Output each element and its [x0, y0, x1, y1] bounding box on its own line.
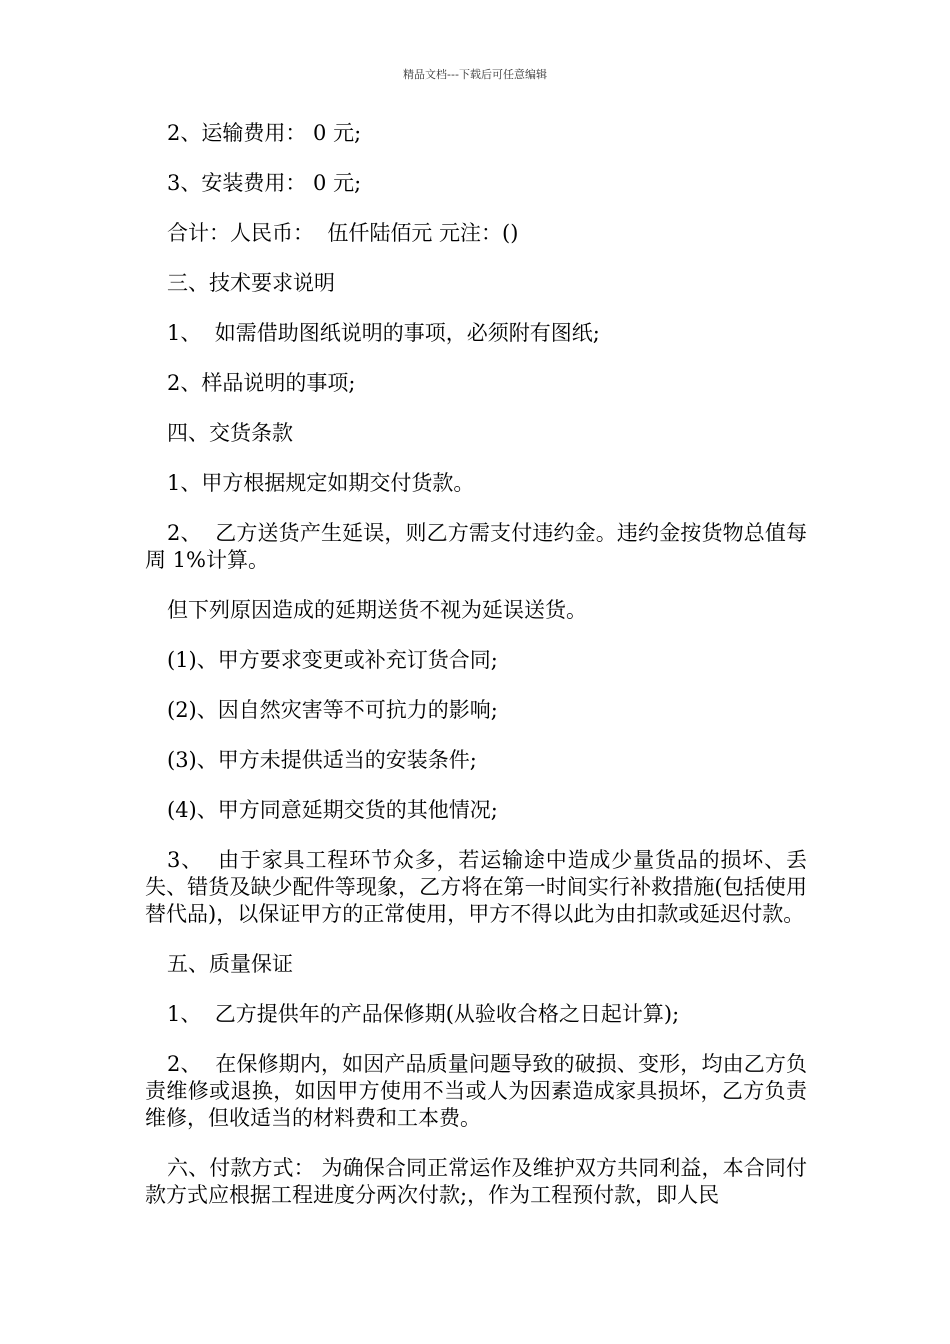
- document-body: [145, 120, 807, 1232]
- section-heading-delivery-terms: 四、交货条款: [167, 421, 293, 445]
- paragraph-exception-2: (2)、因自然灾害等不可抗力的影响;: [167, 698, 498, 722]
- paragraph-installation-fee: 3、安装费用： 0 元;: [167, 171, 362, 195]
- section-heading-quality-assurance: 五、质量保证: [167, 952, 293, 976]
- paragraph-drawings: 1、 如需借助图纸说明的事项，必须附有图纸;: [167, 321, 600, 345]
- paragraph-warranty-period: 1、 乙方提供年的产品保修期(从验收合格之日起计算);: [167, 1002, 680, 1026]
- paragraph-exception-3: (3)、甲方未提供适当的安装条件;: [167, 748, 477, 772]
- paragraph-exception-1: (1)、甲方要求变更或补充订货合同;: [167, 648, 498, 672]
- paragraph-samples: 2、样品说明的事项;: [167, 371, 356, 395]
- paragraph-exception-4: (4)、甲方同意延期交货的其他情况;: [167, 798, 498, 822]
- page-header: 精品文档---下载后可任意编辑: [403, 68, 547, 81]
- paragraph-payment-method: 六、付款方式： 为确保合同正常运作及维护双方共同利益，本合同付款方式应根据工程进度分两次付款;，作为工程预付款，即人民: [145, 1156, 807, 1207]
- paragraph-transport-fee: 2、运输费用： 0 元;: [167, 121, 362, 145]
- paragraph-payment-on-time: 1、甲方根据规定如期交付货款。: [167, 471, 475, 495]
- paragraph-total: 合计：人民币： 伍仟陆佰元 元注：(): [167, 221, 519, 245]
- paragraph-delay-penalty: 2、 乙方送货产生延误，则乙方需支付违约金。违约金按货物总值每周 1%计算。: [145, 521, 807, 572]
- paragraph-transport-damage: 3、 由于家具工程环节众多，若运输途中造成少量货品的损坏、丢失、错货及缺少配件等现象，乙方将在第一时间实行补救措施(包括使用替代品)，以保证甲方的正常使用，甲方不得以此为由扣款或延迟付款。: [145, 848, 807, 926]
- section-heading-technical-requirements: 三、技术要求说明: [167, 271, 335, 295]
- paragraph-warranty-repair: 2、 在保修期内，如因产品质量问题导致的破损、变形，均由乙方负责维修或退换，如因甲方使用不当或人为因素造成家具损坏，乙方负责维修，但收适当的材料费和工本费。: [145, 1052, 807, 1130]
- paragraph-exceptions-intro: 但下列原因造成的延期送货不视为延误送货。: [167, 598, 587, 622]
